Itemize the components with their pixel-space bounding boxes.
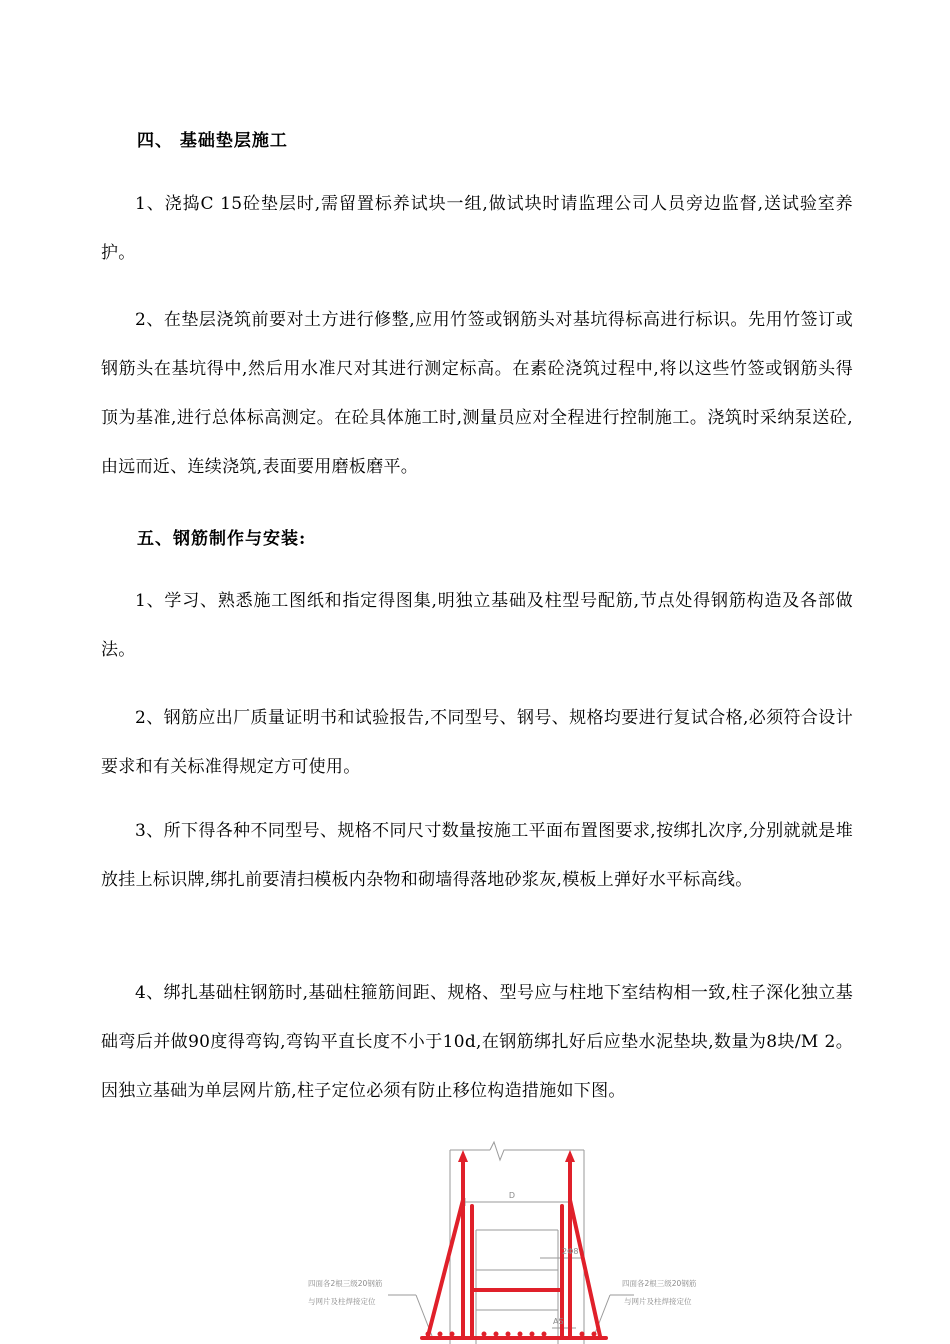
dimension-bottom-label: AS xyxy=(553,1317,564,1326)
section-5-paragraph-2: 2、钢筋应出厂质量证明书和试验报告,不同型号、钢号、规格均要进行复试合格,必须符合设计要求和有关标准得规定方可使用。 xyxy=(101,708,853,777)
note-right-line-2: 与网片及柱焊接定位 xyxy=(624,1297,692,1306)
section-4-paragraph-2: 2、在垫层浇筑前要对土方进行修整,应用竹签或钢筋头对基坑得标高进行标识。先用竹签订或钢筋头在基坑得中,然后用水准尺对其进行测定标高。在素砼浇筑过程中,将以这些竹签或钢筋头得顶为基准,进行总体标高测定。在砼具体施工时,测量员应对全程进行控制施工。浇筑时采纳泵送砼,由远而近、连续浇筑,表面要用磨板磨平。 xyxy=(101,310,853,477)
column-positioning-diagram xyxy=(300,1140,720,1344)
note-right-line-1: 四面各2根三级20钢筋 xyxy=(622,1279,697,1288)
diagram-rebar-ends xyxy=(458,1150,575,1162)
dimension-top-label: D xyxy=(508,1191,516,1200)
section-5-title: 五、钢筋制作与安装: xyxy=(137,529,307,549)
section-5-paragraph-4: 4、绑扎基础柱钢筋时,基础柱箍筋间距、规格、型号应与柱地下室结构相一致,柱子深化独立基础弯后并做90度得弯钩,弯钩平直长度不小于10d,在钢筋绑扎好后应垫水泥垫块,数量为8块/M 2。因独立基础为单层网片筋,柱子定位必须有防止移位构造措施如下图。 xyxy=(101,983,853,1101)
note-left-line-1: 四面各2根三级20钢筋 xyxy=(308,1279,383,1288)
note-left-line-2: 与网片及柱焊接定位 xyxy=(308,1297,376,1306)
section-5-paragraph-3: 3、所下得各种不同型号、规格不同尺寸数量按施工平面布置图要求,按绑扎次序,分别就就是堆放挂上标识牌,绑扎前要清扫模板内杂物和砌墙得落地砂浆灰,模板上弹好水平标高线。 xyxy=(101,821,853,890)
dimension-right-label: 2Φ8 xyxy=(562,1247,579,1256)
section-4-title: 四、 基础垫层施工 xyxy=(137,131,288,151)
section-5-paragraph-1: 1、学习、熟悉施工图纸和指定得图集,明独立基础及柱型号配筋,节点处得钢筋构造及各部做法。 xyxy=(101,591,853,660)
section-4-paragraph-1: 1、浇捣C 15砼垫层时,需留置标养试块一组,做试块时请监理公司人员旁边监督,送试验室养护。 xyxy=(101,194,853,263)
